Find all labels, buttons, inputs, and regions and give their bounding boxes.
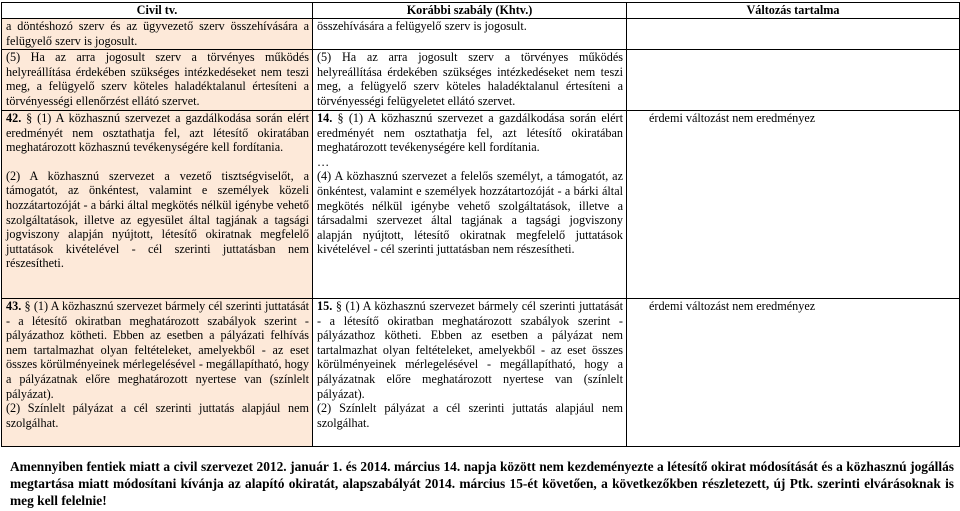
civil-cell <box>2 50 313 111</box>
civil-cell <box>2 299 313 447</box>
change-cell <box>627 19 960 50</box>
civil-paragraph-1 <box>6 299 309 401</box>
civil-cell <box>2 19 313 50</box>
old-rule-cell <box>313 19 627 50</box>
header-change: Változás tartalma <box>627 3 960 19</box>
old-rule-text: összehívására a felügyelő szerv is jogosult. <box>317 19 527 33</box>
section-number: 43. <box>6 299 22 313</box>
civil-text: a döntéshozó szerv és az ügyvezető szerv összehívására a felügyelő szerv is jogosult. <box>6 19 309 48</box>
old-rule-text: (5) Ha az arra jogosult szerv a törvényes működés helyreállítása érdekében szükséges intézkedéseket nem teszi meg, a felügyelő szerv köteles haladéktalanul értesíteni a törvényességi felügyeletet ellátó szervet. <box>317 50 623 108</box>
section-number: 42. <box>6 111 22 125</box>
civil-paragraph-2: (2) Színlelt pályázat a cél szerinti juttatás alapjául nem szolgálhat. <box>6 401 309 430</box>
table-row <box>2 19 960 50</box>
change-cell: érdemi változást nem eredményez <box>627 111 960 299</box>
change-cell <box>627 50 960 111</box>
civil-text: § (1) A közhasznú szervezet bármely cél szerinti juttatását - a létesítő okiratban meghatározott szabályok szerint - pályázathoz kötheti. Ebben az esetben a pályázati felhívás nem tartalmazhat olyan feltételeket, amelyekből - az eset összes körülményeinek mérlegelésével - megállapítható, hogy a pályázatnak előre meghatározott nyertese van (színlelt pályázat). <box>6 299 310 401</box>
old-paragraph-2: (4) A közhasznú szervezet a felelős személyt, a támogatót, az önkéntest, valamint e személyek hozzátartozóját - a bárki által megkötés nélkül igénybe vehető szolgáltatások, illetve a társadalmi szervezet által tagjának a tagsági jogviszony alapján nyújtott, létesítő okiratnak megfelelő juttatások kivételével - cél szerinti juttatásban nem részesítheti. <box>317 169 623 257</box>
civil-text: § (1) A közhasznú szervezet a gazdálkodása során elért eredményét nem osztathatja fel, azt létesítő okiratában meghatározott közhasznú tevékenységére kell fordítania. <box>6 111 309 155</box>
civil-cell <box>2 111 313 299</box>
old-paragraph-2: (2) Színlelt pályázat a cél szerinti juttatás alapjául nem szolgálhat. <box>317 401 623 430</box>
header-civil: Civil tv. <box>2 3 313 19</box>
header-old-rule: Korábbi szabály (Khtv.) <box>313 3 627 19</box>
table-row <box>2 299 960 447</box>
civil-paragraph-1 <box>6 111 309 155</box>
header-row <box>2 3 960 19</box>
civil-text: (5) Ha az arra jogosult szerv a törvényes működés helyreállítása érdekében szükséges intézkedéseket nem teszi meg, a felügyelő szerv köteles haladéktalanul értesíteni a törvényességi ellenőrzést ellátó szervet. <box>6 50 309 108</box>
old-rule-cell <box>313 111 627 299</box>
civil-paragraph-2: (2) A közhasznú szervezet a vezető tisztségviselőt, a támogatót, az önkéntest, valamint e személyek közeli hozzátartozóját - a bárki által megkötés nélkül igénybe vehető szolgáltatások, illetve az egyesület által tagjának a tagsági jogviszony alapján nyújtott, létesítő okiratnak megfelelő juttatások kivételével - cél szerinti juttatásban nem részesítheti. <box>6 168 309 271</box>
old-paragraph-1 <box>317 111 623 155</box>
old-rule-cell <box>313 50 627 111</box>
old-rule-cell <box>313 299 627 447</box>
section-number: 15. <box>317 299 333 313</box>
old-rule-text: § (1) A közhasznú szervezet bármely cél szerinti juttatását - a létesítő okiratban meghatározott szabályok szerint - pályázathoz kötheti. Ebben az esetben a pályázat nem tartalmazhat olyan feltételeket, amelyekből - az eset összes körülményeinek mérlegelésével - megállapítható, hogy a pályázatnak előre meghatározott nyertese van (színlelt pályázat). <box>317 299 624 401</box>
table-row <box>2 111 960 299</box>
comparison-table <box>1 2 960 447</box>
section-number: 14. <box>317 111 333 125</box>
table-row <box>2 50 960 111</box>
change-cell: érdemi változást nem eredményez <box>627 299 960 447</box>
ellipsis: … <box>317 154 330 169</box>
footer-note: Amennyiben fentiek miatt a civil szervezet 2012. január 1. és 2014. március 14. napja között nem kezdeményezte a létesítő okirat módosítását és a közhasznú jogállás megtartása miatt módosítani kívánja az alapító okiratát, alapszabályát 2014. március 15-ét követően, a következőkben részletezett, új Ptk. szerinti elvárásoknak is meg kell felelnie! <box>10 459 954 508</box>
old-paragraph-1 <box>317 299 623 401</box>
old-rule-text: § (1) A közhasznú szervezet a gazdálkodása során elért eredményét nem osztathatja fel, azt létesítő okiratában meghatározott tevékenységére kell fordítania. <box>317 111 624 155</box>
